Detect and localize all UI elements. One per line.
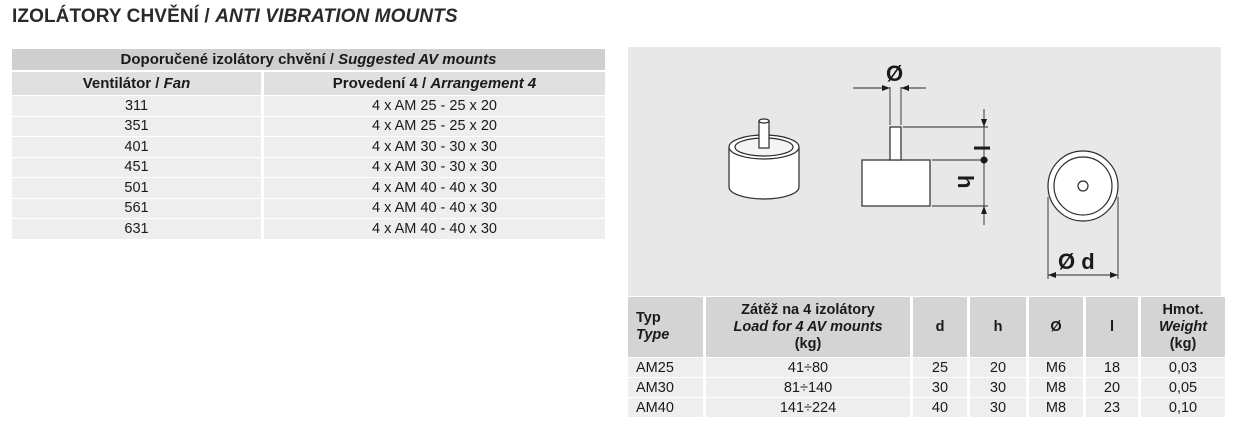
typ-cell: AM25: [628, 357, 706, 377]
arrangement-cell: 4 x AM 40 - 40 x 30: [264, 177, 605, 198]
phi-cell: M6: [1029, 357, 1086, 377]
l-label: l: [969, 145, 994, 152]
load-cell: 41÷80: [706, 357, 913, 377]
d-cell: 25: [913, 357, 970, 377]
mount-diagram: [628, 47, 1221, 296]
column-header-fan-en: Fan: [163, 75, 191, 92]
mount-side-view: [862, 127, 930, 206]
weight-cell: 0,10: [1141, 397, 1225, 417]
column-header-arrangement-cz: Provedení 4 /: [332, 75, 431, 92]
page-title: [12, 6, 458, 28]
column-header-h: h: [970, 297, 1029, 357]
weight-cell: 0,03: [1141, 357, 1225, 377]
suggested-mounts-table: [12, 49, 605, 239]
l-cell: 23: [1086, 397, 1141, 417]
arrangement-cell: 4 x AM 40 - 40 x 30: [264, 218, 605, 239]
table-row: [12, 177, 605, 198]
mount-top-view: [1048, 151, 1118, 221]
l-cell: 20: [1086, 377, 1141, 397]
table-row: [12, 116, 605, 137]
arrangement-cell: 4 x AM 40 - 40 x 30: [264, 198, 605, 219]
column-header-d: d: [913, 297, 970, 357]
l-cell: 18: [1086, 357, 1141, 377]
column-header-fan: [12, 72, 264, 95]
fan-cell: 451: [12, 157, 264, 178]
weight-cell: 0,05: [1141, 377, 1225, 397]
fan-cell: 351: [12, 116, 264, 137]
column-header-l: l: [1086, 297, 1141, 357]
header-weight-unit: (kg): [1169, 335, 1197, 352]
mount-spec-table: [628, 297, 1225, 417]
fan-cell: 311: [12, 95, 264, 116]
typ-cell: AM40: [628, 397, 706, 417]
h-cell: 20: [970, 357, 1029, 377]
arrangement-cell: 4 x AM 25 - 25 x 20: [264, 95, 605, 116]
column-header-arrangement-en: Arrangement 4: [430, 75, 537, 92]
table-row: [628, 357, 1225, 377]
table-row: [12, 95, 605, 116]
column-header-load: [706, 297, 913, 357]
arrangement-cell: 4 x AM 30 - 30 x 30: [264, 136, 605, 157]
table-caption: [12, 49, 605, 72]
column-header-arrangement: [264, 72, 605, 95]
fan-cell: 631: [12, 218, 264, 239]
phi-d-label: Ø d: [1058, 249, 1095, 274]
h-label: h: [953, 175, 978, 189]
d-cell: 40: [913, 397, 970, 417]
table-row: [12, 218, 605, 239]
header-weight-en: Weight: [1158, 318, 1208, 335]
header-weight-cz: Hmot.: [1162, 301, 1204, 318]
table-row: [628, 377, 1225, 397]
mount-3d-drawing: [729, 119, 799, 199]
h-cell: 30: [970, 377, 1029, 397]
h-cell: 30: [970, 397, 1029, 417]
table-caption-cz: Doporučené izolátory chvění /: [120, 51, 339, 68]
load-cell: 81÷140: [706, 377, 913, 397]
phi-cell: M8: [1029, 377, 1086, 397]
arrangement-cell: 4 x AM 25 - 25 x 20: [264, 116, 605, 137]
table-row: [12, 198, 605, 219]
mount-diagram-panel: [628, 47, 1221, 296]
header-load-en: Load for 4 AV mounts: [733, 318, 883, 335]
column-header-fan-cz: Ventilátor /: [82, 75, 164, 92]
column-header-weight: [1141, 297, 1225, 357]
table-caption-en: Suggested AV mounts: [338, 51, 497, 68]
header-typ-en: Type: [636, 327, 670, 343]
header-load-cz: Zátěž na 4 izolátory: [741, 301, 875, 318]
fan-cell: 561: [12, 198, 264, 219]
page-title-cz: IZOLÁTORY CHVĚNÍ /: [12, 6, 216, 27]
table-row: [628, 397, 1225, 417]
header-typ-cz: Typ: [636, 310, 661, 326]
load-cell: 141÷224: [706, 397, 913, 417]
column-header-phi: Ø: [1029, 297, 1086, 357]
d-cell: 30: [913, 377, 970, 397]
header-load-unit: (kg): [794, 335, 822, 352]
page-title-en: ANTI VIBRATION MOUNTS: [215, 6, 458, 27]
table-row: [12, 136, 605, 157]
fan-cell: 401: [12, 136, 264, 157]
table-row: [12, 157, 605, 178]
column-header-type: [628, 297, 706, 357]
fan-cell: 501: [12, 177, 264, 198]
arrangement-cell: 4 x AM 30 - 30 x 30: [264, 157, 605, 178]
typ-cell: AM30: [628, 377, 706, 397]
phi-label: Ø: [886, 61, 904, 86]
phi-cell: M8: [1029, 397, 1086, 417]
